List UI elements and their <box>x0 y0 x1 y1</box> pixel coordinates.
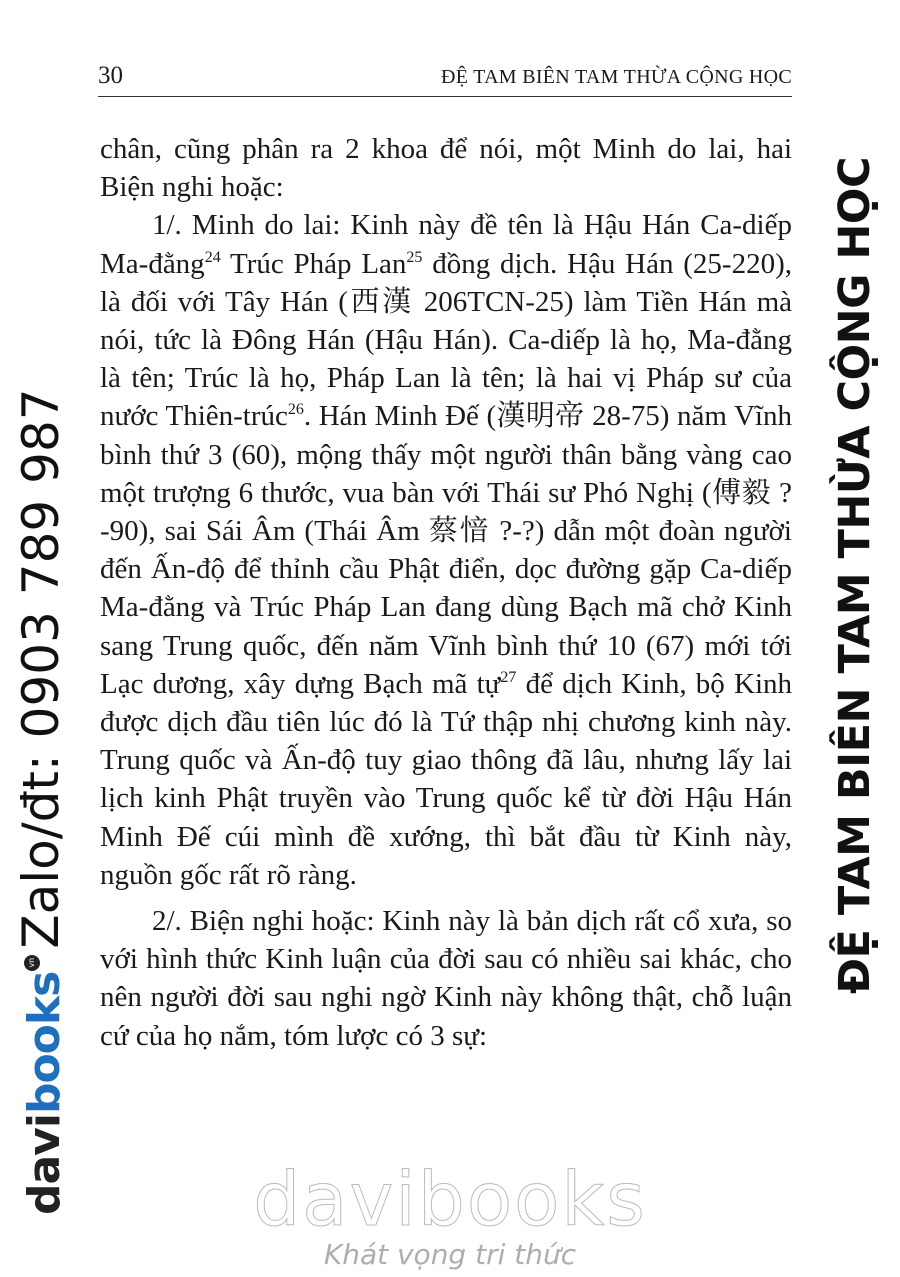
paragraph-2-part-d: . Hán Minh Đế (漢明帝 28-75) năm Vĩnh bình thứ 3 (60), mộng thấy một người thân bằng vàng cao một trượng 6 thước, vua bàn với Thái sư Phó Nghị (傅毅 ?-90), sai Sái Âm (Thái Âm 蔡愔 ?-?) dẫn một đoàn người đến Ấn-độ để thỉnh cầu Phật điển, dọc đường gặp Ca-diếp Ma-đằng và Trúc Pháp Lan đang dùng Bạch mã chở Kinh sang Trung quốc, đến năm Vĩnh bình thứ 10 (67) mới tới Lạc dương, xây dựng Bạch mã tự <box>100 400 792 700</box>
paragraph-1: chân, cũng phân ra 2 khoa để nói, một Minh do lai, hai Biện nghi hoặc: <box>100 133 792 204</box>
footnote-ref-27[interactable]: 27 <box>500 668 517 686</box>
brand-vn-badge: vn <box>24 955 40 971</box>
page-header <box>98 58 792 97</box>
footnote-ref-25[interactable]: 25 <box>406 248 423 266</box>
paragraph-2-part-b: Trúc Pháp Lan <box>220 247 407 280</box>
body-text <box>100 130 792 1055</box>
running-title: ĐỆ TAM BIÊN TAM THỪA CỘNG HỌC <box>440 66 792 88</box>
contact-info: Zalo/đt: 0903 789 987 <box>12 388 70 949</box>
publisher-sidebar <box>12 388 70 1215</box>
page-number: 30 <box>98 62 123 89</box>
paragraph-2-part-a: 1/. Minh do lai: Kinh này đề tên là Hậu Hán Ca-diếp Ma-đằng <box>100 209 792 280</box>
watermark <box>250 1157 650 1271</box>
footnote-ref-26[interactable]: 26 <box>287 401 304 419</box>
paragraph-2-part-c: đồng dịch. Hậu Hán (25-220), là đối với Tây Hán (西漢 206TCN-25) làm Tiền Hán mà nói, tức là Đông Hán (Hậu Hán). Ca-diếp là họ, Ma-đằng là tên; Trúc là họ, Pháp Lan là tên; là hai vị Pháp sư của nước Thiên-trúc <box>100 247 792 433</box>
brand-logo-books: books <box>19 971 70 1115</box>
footnote-ref-24[interactable]: 24 <box>204 248 221 266</box>
watermark-slogan: Khát vọng tri thức <box>323 1238 577 1271</box>
paragraph-3: 2/. Biện nghi hoặc: Kinh này là bản dịch rất cổ xưa, so với hình thức Kinh luận của đời sau có nhiều sai khác, cho nên người đời sau nghi ngờ Kinh này không thật, chỗ luận cứ của họ nắm, tóm lược có 3 sự: <box>100 905 792 1052</box>
paragraph-2 <box>100 206 792 894</box>
watermark-brand: davibooks <box>253 1157 647 1243</box>
paragraph-2-part-e: để dịch Kinh, bộ Kinh được dịch đầu tiên lúc đó là Tứ thập nhị chương kinh này. Trung quốc và Ấn-độ tuy giao thông đã lâu, nhưng lấy lai lịch kinh Phật truyền vào Trung quốc kể từ đời Hậu Hán Minh Đế cúi mình đề xướng, thì bắt đầu từ Kinh này, nguồn gốc rất rõ ràng. <box>100 667 793 891</box>
book-title-sidebar: ĐỆ TAM BIÊN TAM THỪA CỘNG HỌC <box>830 157 880 994</box>
brand-logo-davi: davi <box>19 1114 70 1215</box>
